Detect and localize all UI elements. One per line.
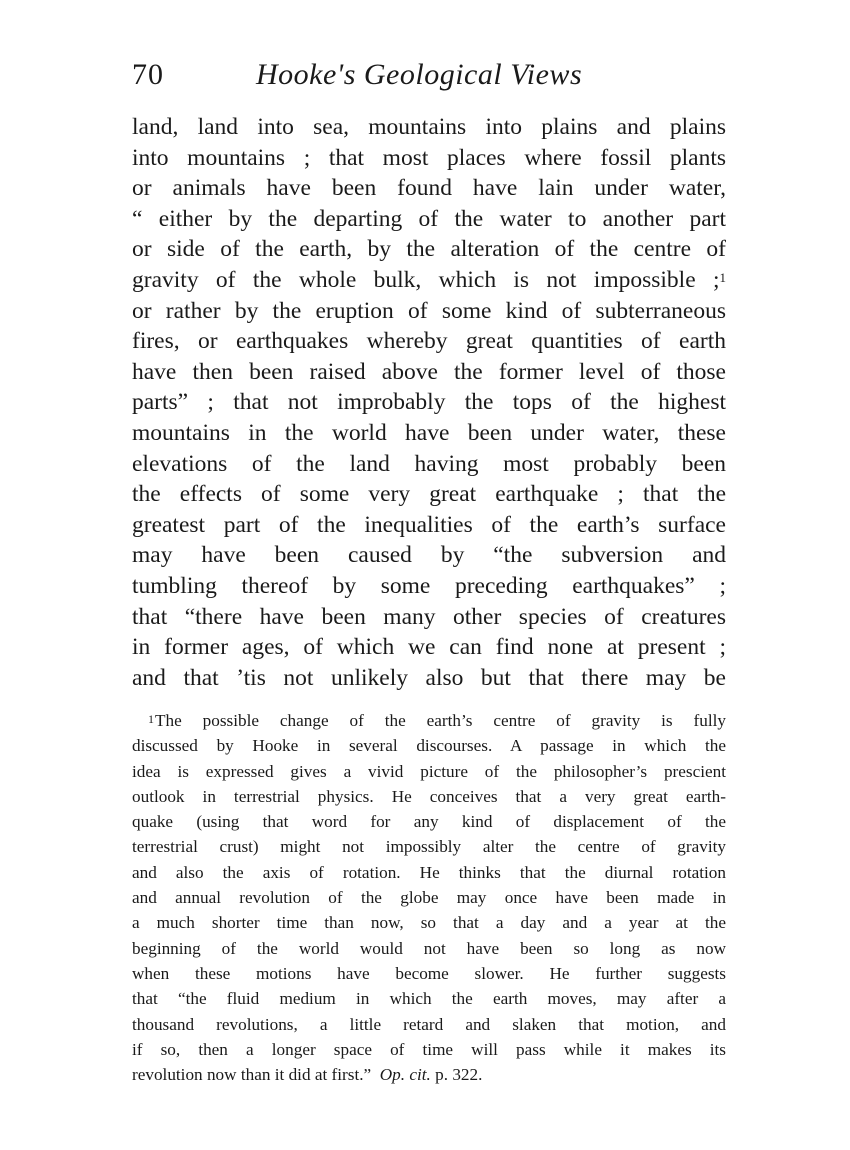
text-line: land, land into sea, mountains into plains and plains	[132, 114, 726, 140]
citation-page: p. 322.	[435, 1065, 483, 1085]
footnote-line: beginning of the world would not have been so long as now	[132, 938, 726, 958]
footnote-line: thousand revolutions, a little retard and slaken that motion, and	[132, 1014, 726, 1034]
text-line: fires, or earthquakes whereby great quantities of earth	[132, 328, 726, 355]
text-line-content: gravity of the whole bulk, which is not impossible ;	[132, 266, 720, 293]
citation-italic: Op. cit.	[379, 1065, 431, 1085]
text-line: elevations of the land having most probably been	[132, 450, 726, 477]
text-line: that “there have been many other species of creatures	[132, 603, 726, 630]
text-line: may have been caused by “the subversion and	[132, 542, 726, 569]
text-line: or animals have been found have lain under water,	[132, 175, 726, 202]
footnote-line-content: The possible change of the earth’s centre of gravity is fully	[155, 711, 726, 730]
footnote-line-content: revolution now than it did at first.”	[132, 1065, 372, 1085]
text-line: into mountains ; that most places where fossil plants	[132, 144, 726, 171]
page-header	[132, 58, 732, 98]
footnote-line: a much shorter time than now, so that a day and a year at the	[132, 913, 726, 933]
text-line: the effects of some very great earthquake ; that the	[132, 481, 726, 508]
footnote	[132, 708, 726, 1087]
page-number: 70	[132, 58, 164, 91]
footnote-line: terrestrial crust) might not impossibly alter the centre of gravity	[132, 837, 726, 857]
footnote-line: outlook in terrestrial physics. He conceives that a very great earth-	[132, 786, 726, 806]
footnote-line: when these motions have become slower. He further suggests	[132, 963, 726, 983]
text-line: greatest part of the inequalities of the earth’s surface	[132, 511, 726, 538]
text-line: in former ages, of which we can find none at present ;	[132, 634, 726, 661]
text-line: and that ’tis not unlikely also but that there may be	[132, 664, 726, 691]
text-line: have then been raised above the former level of those	[132, 358, 726, 385]
text-line: parts” ; that not improbably the tops of the highest	[132, 389, 726, 416]
text-line: “ either by the departing of the water to another part	[132, 205, 726, 232]
footnote-line	[132, 1062, 726, 1087]
footnote-line: if so, then a longer space of time will pass while it makes its	[132, 1039, 726, 1059]
footnote-marker: 1	[148, 712, 154, 726]
main-text	[132, 112, 726, 693]
text-line	[132, 265, 726, 296]
text-line: or side of the earth, by the alteration of the centre of	[132, 236, 726, 263]
text-line: or rather by the eruption of some kind of subterraneous	[132, 297, 726, 324]
footnote-reference: 1	[719, 269, 726, 285]
footnote-line: and also the axis of rotation. He thinks that the diurnal rotation	[132, 862, 726, 882]
footnote-line	[132, 708, 726, 733]
footnote-line: quake (using that word for any kind of displacement of the	[132, 812, 726, 832]
footnote-line: discussed by Hooke in several discourses. A passage in which the	[132, 736, 726, 756]
running-title: Hooke's Geological Views	[256, 58, 583, 91]
text-line: mountains in the world have been under water, these	[132, 419, 726, 446]
footnote-line: that “the fluid medium in which the earth moves, may after a	[132, 989, 726, 1009]
text-line: tumbling thereof by some preceding earthquakes” ;	[132, 572, 726, 599]
footnote-line: idea is expressed gives a vivid picture of the philosopher’s prescient	[132, 761, 726, 781]
footnote-line: and annual revolution of the globe may once have been made in	[132, 888, 726, 908]
